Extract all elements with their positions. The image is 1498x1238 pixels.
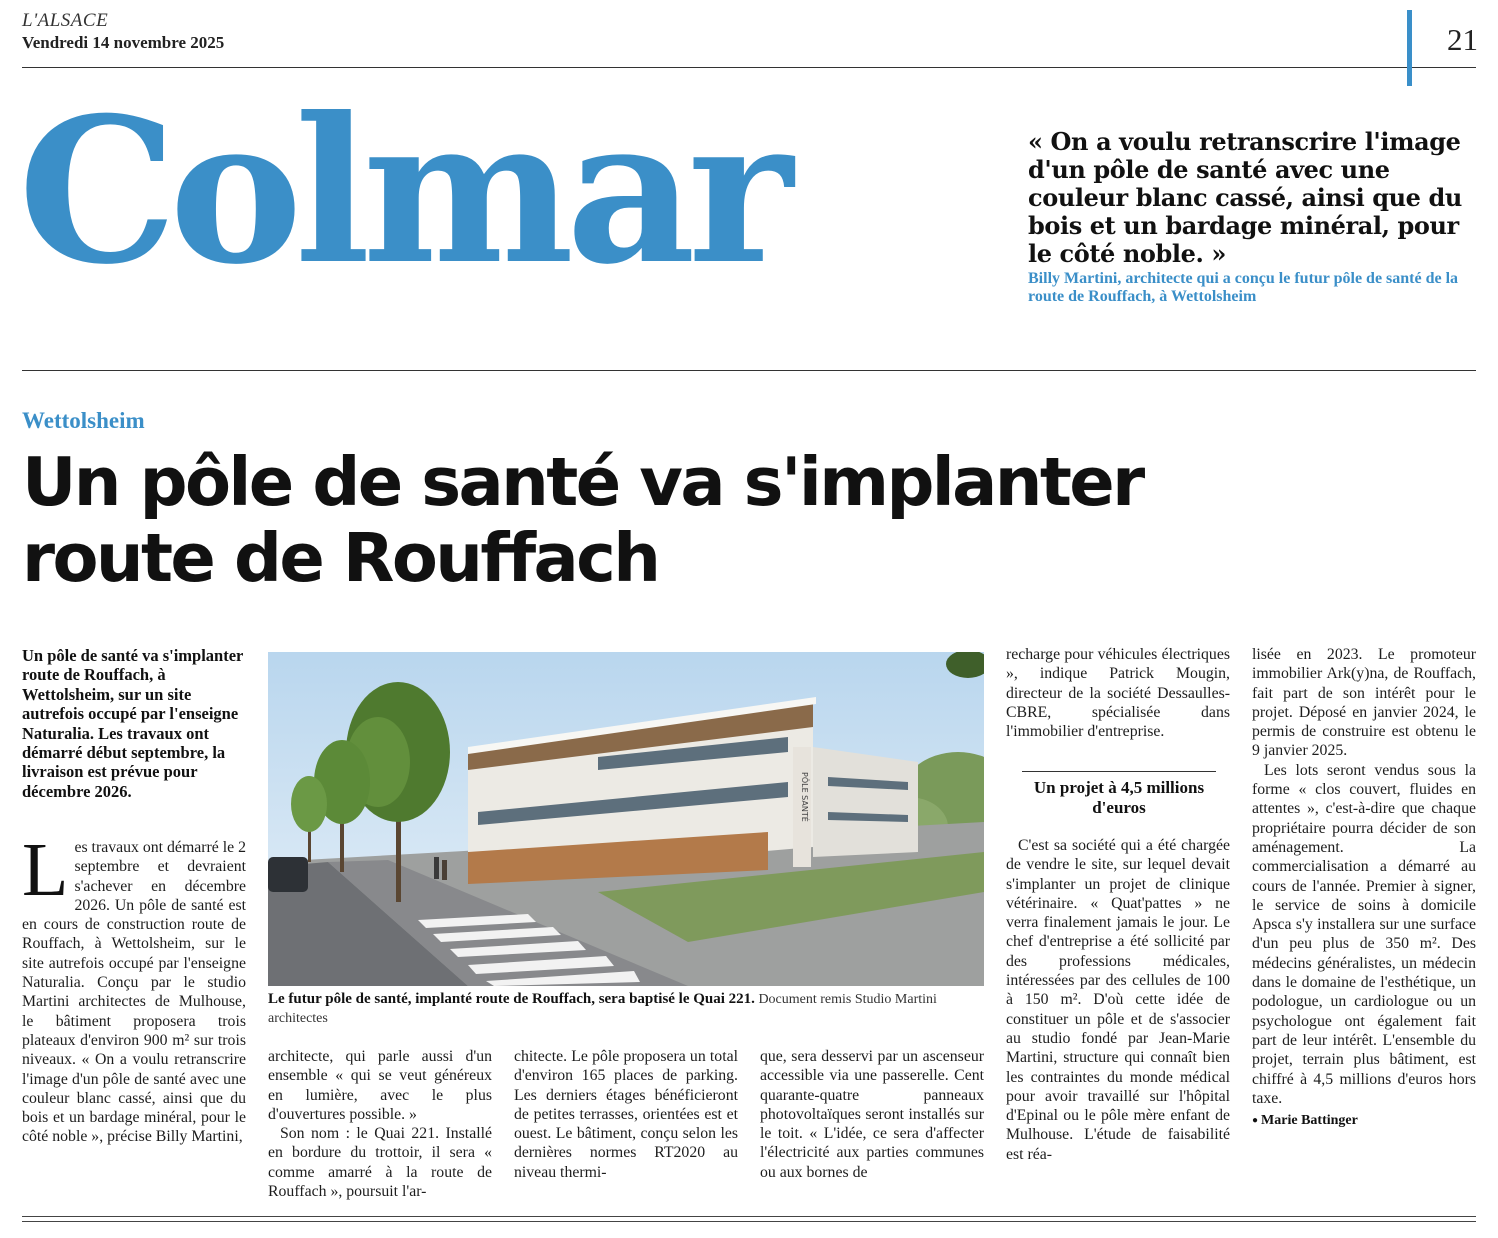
section-title: Colmar bbox=[18, 74, 786, 309]
article-column-5 bbox=[1006, 645, 1230, 741]
column-4-text: que, sera desservi par un ascenseur accessible via une passerelle. Cent quarante-quatre panneaux photovoltaïques seront installés sur le toit. « L'idée, ce sera d'affecter l'électricité aux parties communes ou aux bornes de bbox=[760, 1048, 984, 1181]
pull-quote-attribution: Billy Martini, architecte qui a conçu le futur pôle de santé de la route de Rouffach, à Wettolsheim bbox=[1028, 270, 1459, 305]
footer-divider-top bbox=[22, 1216, 1476, 1217]
building-rendering-svg bbox=[268, 652, 984, 986]
column-2-paragraph-1: architecte, qui parle aussi d'un ensemble « qui se veut généreux en lumière, avec le plus d'ouvertures possible. » bbox=[268, 1048, 492, 1123]
header-divider bbox=[22, 67, 1476, 68]
pull-quote-text: « On a voulu retranscrire l'image d'un pôle de santé avec une couleur blanc cassé, ainsi que du bois et un bardage minéral, pour le côté noble. » bbox=[1028, 127, 1462, 268]
newspaper-name: L'ALSACE bbox=[22, 10, 109, 31]
article-column-4 bbox=[760, 1047, 984, 1182]
column-6-paragraph-2: Les lots seront vendus sous la forme « clos couvert, fluides en attentes », c'est-à-dire que chaque propriétaire pourra décider de son aménagement. La commercialisation a démarré au cours de l'année. Premier à signer, le service de soins à domicile Apsca s'y installera sur une surface d'un peu plus de 350 m². Des médecins généralistes, un médecin dans le domaine de l'esthétique, un podologue, un cardiologue ou un psychologue ont également fait part de leur intérêt. L'ensemble du projet, terrain plus bâtiment, est chiffré à 4,5 millions d'euros hors taxe. bbox=[1252, 761, 1476, 1107]
article-lead: Un pôle de santé va s'implanter route de Rouffach, à Wettolsheim, sur un site autrefois occupé par l'enseigne Naturalia. Les travaux ont démarré début septembre, la livraison est prévue pour décembre 2026. bbox=[22, 646, 244, 801]
column-1-text: es travaux ont démarré le 2 septembre et devraient s'achever en décembre 2026. Un pôle de santé est en cours de construction route de Rouffach, à Wettolsheim, sur le site autrefois occupé par l'enseigne Naturalia. Conçu par le studio Martini architectes de Mulhouse, le bâtiment proposera trois plateaux d'environ 900 m² sur trois niveaux. « On a voulu retranscrire l'image d'un pôle de santé avec une couleur blanc cassé, ainsi que du bois et un bardage minéral, pour le côté noble », précise Billy Martini, bbox=[22, 839, 246, 1146]
author-name: Marie Battinger bbox=[1261, 1113, 1358, 1129]
issue-date: Vendredi 14 novembre 2025 bbox=[22, 33, 225, 52]
article-subhead: Un projet à 4,5 millions d'euros bbox=[1022, 771, 1216, 818]
pull-quote bbox=[1028, 128, 1478, 306]
photo-caption-text: Le futur pôle de santé, implanté route de Rouffach, sera baptisé le Quai 221. bbox=[268, 991, 755, 1007]
drop-cap: L bbox=[22, 828, 69, 912]
bullet-icon: ● bbox=[1252, 1115, 1259, 1127]
article-column-3 bbox=[514, 1047, 738, 1182]
footer-divider-bottom bbox=[22, 1221, 1476, 1222]
article-column-6 bbox=[1252, 645, 1476, 1131]
page-accent-bar bbox=[1407, 10, 1412, 86]
building-rendering-image bbox=[268, 652, 984, 986]
article-divider bbox=[22, 370, 1476, 371]
column-2-paragraph-2: Son nom : le Quai 221. Installé en bordure du trottoir, il sera « comme amarré à la route de Rouffach », poursuit l'ar- bbox=[268, 1125, 492, 1201]
column-5-bottom-text: C'est sa société qui a été chargée de vendre le site, sur lequel devait s'implanter un projet de clinique vétérinaire. « Quat'pattes » ne verra finalement jamais le jour. Le chef d'entreprise a été sollicité par des professions médicales, intéressées par des cellules de 100 à 150 m². D'où cette idée de constituer un pôle et de s'associer au studio fondé par Jean-Marie Martini, structure qui connaît bien les contraintes du monde médical pour avoir travaillé sur l'hôpital d'Epinal ou le pôle mère enfant de Mulhouse. L'étude de faisabilité est réa- bbox=[1006, 837, 1230, 1163]
page-number: 21 bbox=[1447, 22, 1478, 57]
car bbox=[268, 857, 308, 892]
photo-credit: Document remis Studio Martini architectes bbox=[268, 992, 937, 1026]
column-5-top-text: recharge pour véhicules électriques », indique Patrick Mougin, directeur de la société Dessaulles-CBRE, spécialisée dans l'immobilier d'entreprise. bbox=[1006, 646, 1230, 741]
column-3-text: chitecte. Le pôle proposera un total d'environ 165 places de parking. Les derniers étages bénéficieront de petites terrasses, orientées est et ouest. Le bâtiment, conçu selon les dernières normes RT2020 au niveau thermi- bbox=[514, 1048, 738, 1181]
photo-caption bbox=[268, 990, 984, 1028]
article-headline: Un pôle de santé va s'implanter route de Rouffach bbox=[22, 443, 1143, 597]
article-column-1 bbox=[22, 828, 246, 1147]
column-6-paragraph-1: lisée en 2023. Le promoteur immobilier Ark(y)na, de Rouffach, fait part de son intérêt pour le projet. Déposé en janvier 2024, le permis de construire est obtenu le 9 janvier 2025. bbox=[1252, 646, 1476, 760]
facade-sign-text: PÔLE SANTÉ bbox=[800, 772, 809, 822]
article-column-2 bbox=[268, 1047, 492, 1201]
article-author bbox=[1252, 1111, 1476, 1130]
masthead bbox=[22, 10, 224, 53]
article-kicker: Wettolsheim bbox=[22, 408, 145, 433]
article-column-5-continued bbox=[1006, 836, 1230, 1164]
